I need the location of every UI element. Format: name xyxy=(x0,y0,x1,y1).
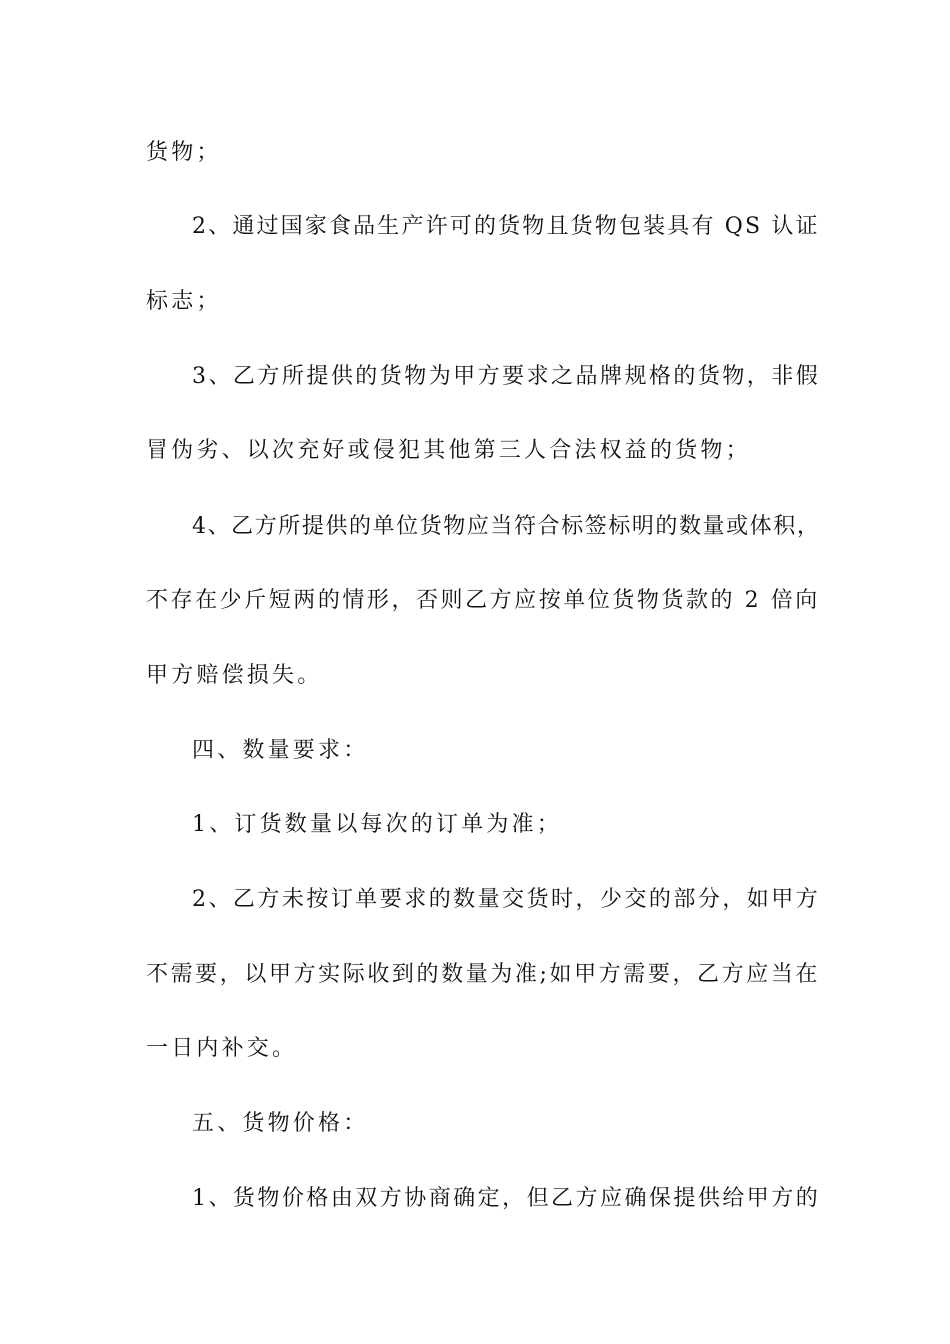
section-heading-quantity: 四、数量要求： xyxy=(192,738,369,763)
text-line-11: 2、乙方未按订单要求的数量交货时，少交的部分，如甲方 xyxy=(192,887,821,912)
text-line-7: 不存在少斤短两的情形，否则乙方应按单位货物货款的 2 倍向 xyxy=(146,588,820,613)
text-line-6: 4、乙方所提供的单位货物应当符合标签标明的数量或体积， xyxy=(192,514,821,539)
text-line-15: 1、货物价格由双方协商确定，但乙方应确保提供给甲方的 xyxy=(192,1186,821,1211)
text-line-2: 2、通过国家食品生产许可的货物且货物包装具有 QS 认证 xyxy=(192,214,820,239)
text-line-12: 不需要，以甲方实际收到的数量为准;如甲方需要，乙方应当在 xyxy=(146,962,821,987)
text-line-3: 标志； xyxy=(146,289,222,314)
section-heading-price: 五、货物价格： xyxy=(192,1111,369,1136)
text-line-13: 一日内补交。 xyxy=(146,1036,298,1061)
text-line-1: 货物； xyxy=(146,140,222,165)
text-line-5: 冒伪劣、以次充好或侵犯其他第三人合法权益的货物； xyxy=(146,438,751,463)
text-line-8: 甲方赔偿损失。 xyxy=(146,663,323,688)
text-line-4: 3、乙方所提供的货物为甲方要求之品牌规格的货物，非假 xyxy=(192,364,821,389)
text-line-10: 1、订货数量以每次的订单为准； xyxy=(192,812,562,837)
